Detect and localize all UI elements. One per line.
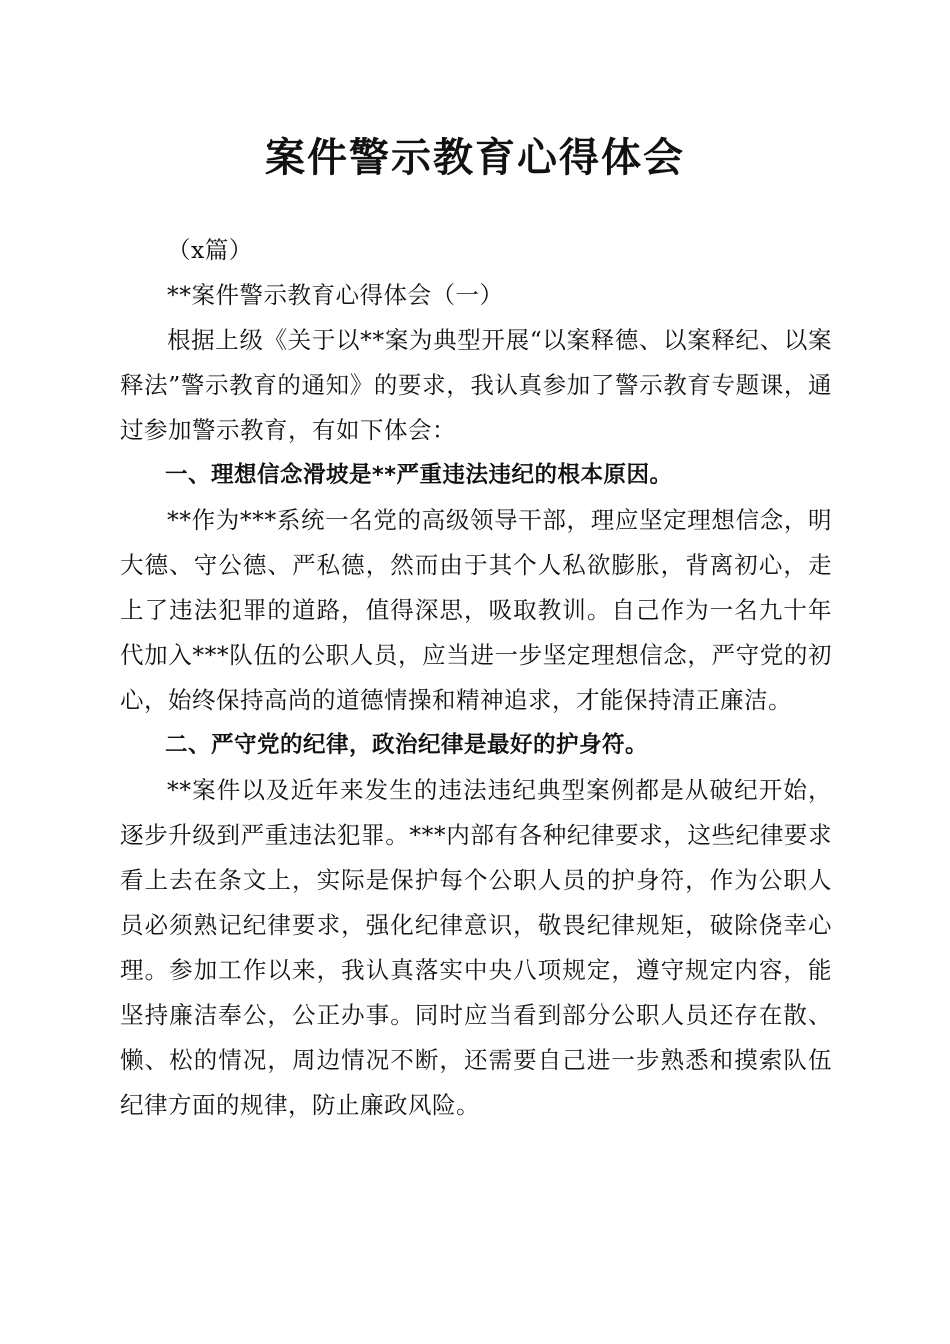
section-heading: 二、严守党的纪律，政治纪律是最好的护身符。 <box>165 732 649 758</box>
section-heading: 一、理想信念滑坡是**严重违法违纪的根本原因。 <box>165 462 673 488</box>
document-title: 案件警示教育心得体会 <box>265 134 685 181</box>
count-note: （x篇） <box>167 236 253 264</box>
intro-paragraph: 根据上级《关于以**案为典型开展“以案释德、以案释纪、以案释法”警示教育的通知》的要求，我认真参加了警示教育专题课，通过参加警示教育，有如下体会： <box>120 326 832 444</box>
section-paragraph: **作为***系统一名党的高级领导干部，理应坚定理想信念，明大德、守公德、严私德，然而由于其个人私欲膨胀，背离初心，走上了违法犯罪的道路，值得深思，吸取教训。自己作为一名九十年代加入***队伍的公职人员，应当进一步坚定理想信念，严守党的初心，始终保持高尚的道德情操和精神追求，才能保持清正廉洁。 <box>120 506 832 714</box>
article-subtitle: **案件警示教育心得体会（一） <box>167 281 504 309</box>
section-paragraph: **案件以及近年来发生的违法违纪典型案例都是从破纪开始，逐步升级到严重违法犯罪。***内部有各种纪律要求，这些纪律要求看上去在条文上，实际是保护每个公职人员的护身符，作为公职人员必须熟记纪律要求，强化纪律意识，敬畏纪律规矩，破除侥幸心理。参加工作以来，我认真落实中央八项规定，遵守规定内容，能坚持廉洁奉公，公正办事。同时应当看到部分公职人员还存在散、懒、松的情况，周边情况不断，还需要自己进一步熟悉和摸索队伍纪律方面的规律，防止廉政风险。 <box>120 776 832 1119</box>
document-body <box>120 228 832 1128</box>
